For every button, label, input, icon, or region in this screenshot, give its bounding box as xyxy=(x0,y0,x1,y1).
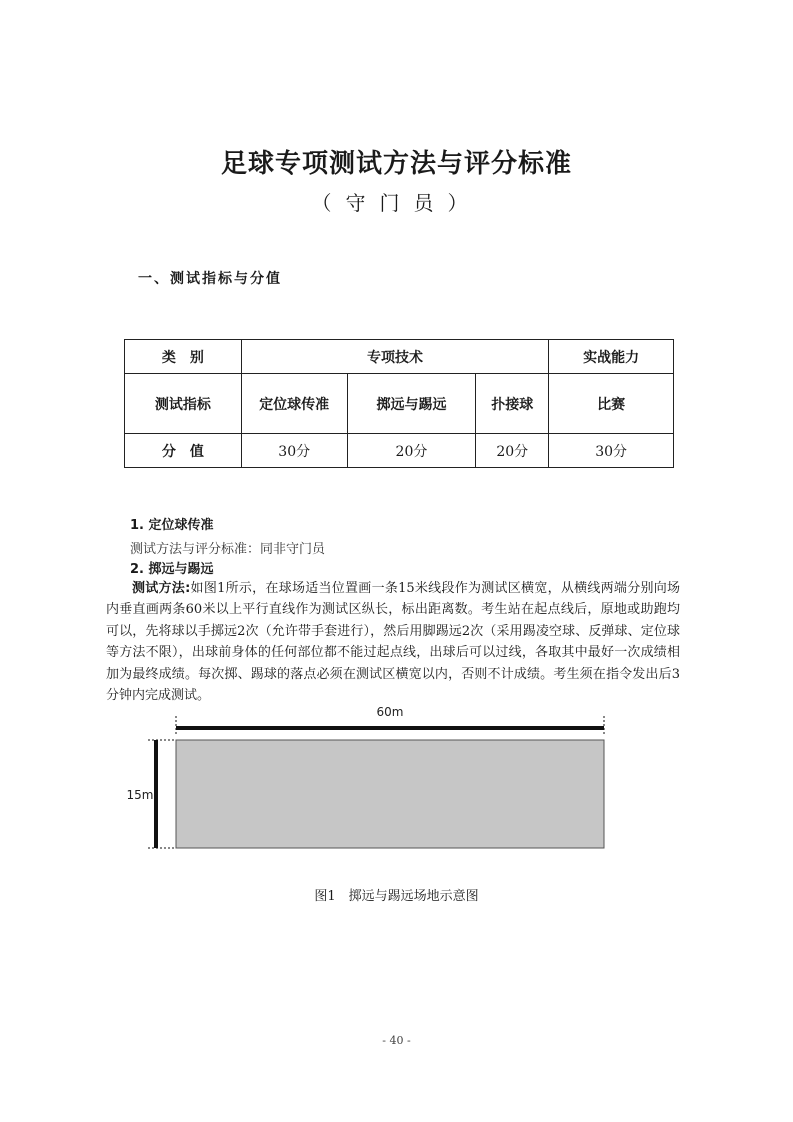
section-heading-indicators: 一、测试指标与分值 xyxy=(138,271,282,287)
method-text: 如图1所示，在球场适当位置画一条15米线段作为测试区横宽，从横线两端分别向场内垂直画两条60米以上平行直线作为测试区纵长，标出距离数。考生站在起点线后，原地或助跑均可以，先将球以手掷远2次（允许带手套进行），然后用脚踢远2次（采用踢凌空球、反弹球、定位球等方法不限），出球前身体的任何部位都不能过起点线，出球后可以过线，各取其中最好一次成绩相加为最终成绩。每次掷、踢球的落点必须在测试区横宽以内，否则不计成绩。考生须在指令发出后3分钟内完成测试。 xyxy=(106,581,680,704)
width-label: 15m xyxy=(126,788,154,802)
method-label: 测试方法: xyxy=(132,581,191,596)
table-cell-combat-group: 实战能力 xyxy=(549,340,674,374)
table-row xyxy=(125,434,674,468)
item2-method-paragraph xyxy=(106,578,680,706)
table-cell-score: 30分 xyxy=(549,434,674,468)
table-cell-indicator: 比赛 xyxy=(549,374,674,434)
table-cell-skill-group: 专项技术 xyxy=(241,340,548,374)
page-number: - 40 - xyxy=(382,1034,411,1047)
table-cell-score: 20分 xyxy=(347,434,476,468)
table-row xyxy=(125,340,674,374)
test-area-field xyxy=(176,740,604,848)
length-label: 60m xyxy=(376,705,404,719)
document-title: 足球专项测试方法与评分标准 xyxy=(220,149,572,179)
score-table xyxy=(124,339,674,468)
item1-heading: 1. 定位球传准 xyxy=(130,518,214,533)
figure-caption: 图1 掷远与踢远场地示意图 xyxy=(314,889,479,904)
table-cell-score-label: 分 值 xyxy=(125,434,242,468)
item1-text: 测试方法与评分标准：同非守门员 xyxy=(130,542,326,557)
document-subtitle: （守门员） xyxy=(311,191,482,215)
table-cell-indicator: 掷远与踢远 xyxy=(347,374,476,434)
table-cell-category-label: 类 别 xyxy=(125,340,242,374)
table-cell-indicator: 定位球传准 xyxy=(241,374,347,434)
item2-heading: 2. 掷远与踢远 xyxy=(130,562,214,577)
table-cell-indicator-label: 测试指标 xyxy=(125,374,242,434)
table-row xyxy=(125,374,674,434)
table-cell-score: 30分 xyxy=(241,434,347,468)
table-cell-score: 20分 xyxy=(476,434,549,468)
field-diagram xyxy=(124,700,624,860)
table-cell-indicator: 扑接球 xyxy=(476,374,549,434)
